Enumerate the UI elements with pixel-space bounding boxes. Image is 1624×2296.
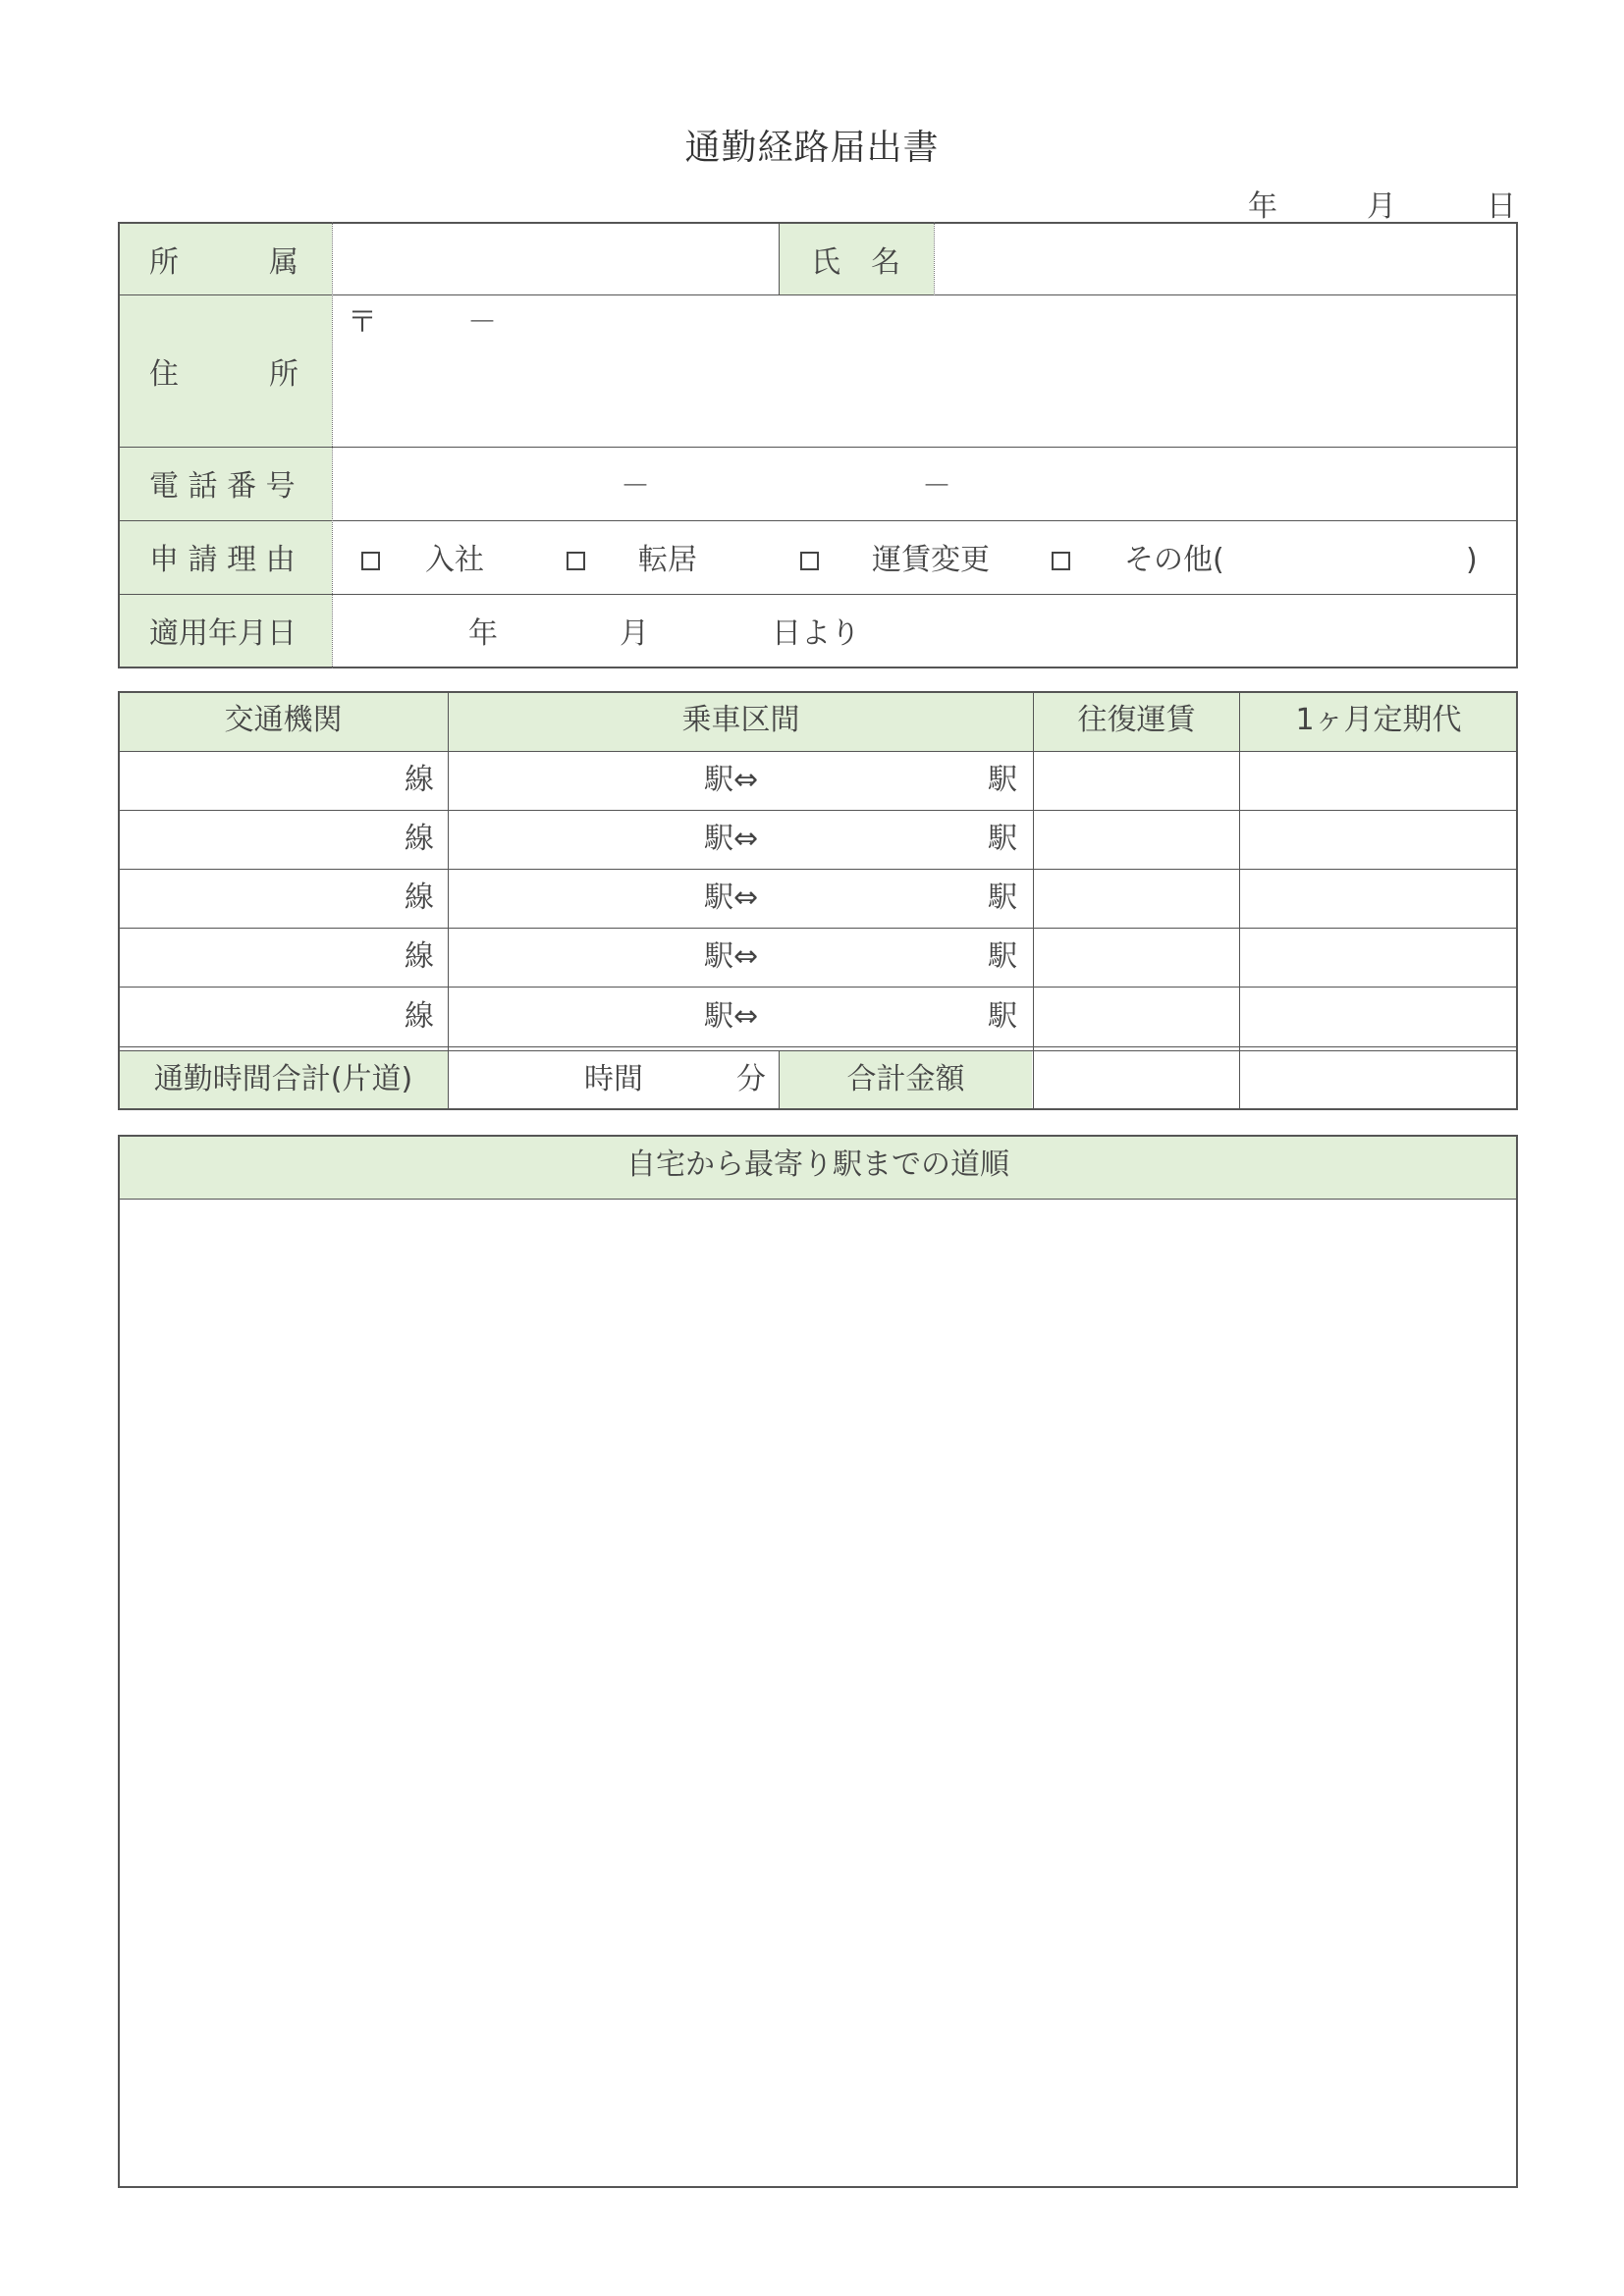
station-to-label: 駅 xyxy=(988,763,1017,797)
effective-year-label: 年 xyxy=(468,616,498,651)
header-transport: 交通機関 xyxy=(224,703,343,737)
date-year-label: 年 xyxy=(1248,189,1277,224)
effective-month-label: 月 xyxy=(620,616,649,651)
address-label-1: 住 xyxy=(149,357,179,392)
phone-dash-1: － xyxy=(621,469,650,504)
reason-other-field[interactable] xyxy=(1227,540,1463,579)
affiliation-field[interactable] xyxy=(334,224,778,294)
affiliation-label-1: 所 xyxy=(149,245,179,280)
header-section: 乗車区間 xyxy=(681,703,800,737)
effective-date-label: 適用年月日 xyxy=(149,616,297,651)
line-suffix: 線 xyxy=(405,763,434,797)
total-commute-time-label: 通勤時間合計(片道) xyxy=(153,1062,413,1096)
reason-fare-change-label: 運賃変更 xyxy=(872,543,990,577)
station-from-label: 駅⇔ xyxy=(704,999,759,1034)
reason-other-checkbox[interactable] xyxy=(1052,552,1070,570)
directions-area[interactable] xyxy=(120,1201,1516,2186)
total-amount-label: 合計金額 xyxy=(846,1062,965,1096)
reason-join-label: 入社 xyxy=(425,543,484,577)
line-suffix: 線 xyxy=(405,881,434,915)
postal-dash: － xyxy=(467,305,497,340)
reason-move-label: 転居 xyxy=(638,543,697,577)
effective-from-label: 日より xyxy=(772,616,860,651)
line-suffix: 線 xyxy=(405,939,434,974)
reason-move-checkbox[interactable] xyxy=(567,552,585,570)
effective-date-field[interactable] xyxy=(334,596,1515,667)
name-field[interactable] xyxy=(936,224,1515,294)
postal-mark: 〒 xyxy=(348,305,377,340)
line-suffix: 線 xyxy=(405,999,434,1034)
header-round-trip-fare: 往復運賃 xyxy=(1077,703,1196,737)
station-to-label: 駅 xyxy=(988,939,1017,974)
reason-other-close: ) xyxy=(1466,543,1478,577)
station-to-label: 駅 xyxy=(988,881,1017,915)
phone-field[interactable] xyxy=(334,449,1515,519)
affiliation-label-2: 属 xyxy=(269,245,298,280)
phone-dash-2: － xyxy=(922,469,951,504)
station-from-label: 駅⇔ xyxy=(704,763,759,797)
name-label-2: 名 xyxy=(871,245,900,280)
station-from-label: 駅⇔ xyxy=(704,822,759,856)
reason-fare-change-checkbox[interactable] xyxy=(800,552,819,570)
date-month-label: 月 xyxy=(1367,189,1396,224)
address-label-2: 所 xyxy=(269,357,298,392)
station-to-label: 駅 xyxy=(988,999,1017,1034)
station-to-label: 駅 xyxy=(988,822,1017,856)
date-day-label: 日 xyxy=(1487,189,1516,224)
station-from-label: 駅⇔ xyxy=(704,881,759,915)
name-label-1: 氏 xyxy=(811,245,840,280)
header-monthly-pass: 1ヶ月定期代 xyxy=(1295,703,1462,737)
station-from-label: 駅⇔ xyxy=(704,939,759,974)
page-title: 通勤経路届出書 xyxy=(684,128,940,168)
directions-title: 自宅から最寄り駅までの道順 xyxy=(626,1148,1009,1182)
reason-label: 申 請 理 由 xyxy=(149,543,296,577)
reason-other-label: その他( xyxy=(1124,543,1224,577)
hours-label: 時間 xyxy=(584,1062,643,1096)
phone-label: 電 話 番 号 xyxy=(149,469,296,504)
reason-join-checkbox[interactable] xyxy=(361,552,380,570)
minutes-label: 分 xyxy=(736,1062,766,1096)
line-suffix: 線 xyxy=(405,822,434,856)
address-field[interactable] xyxy=(334,296,1515,446)
